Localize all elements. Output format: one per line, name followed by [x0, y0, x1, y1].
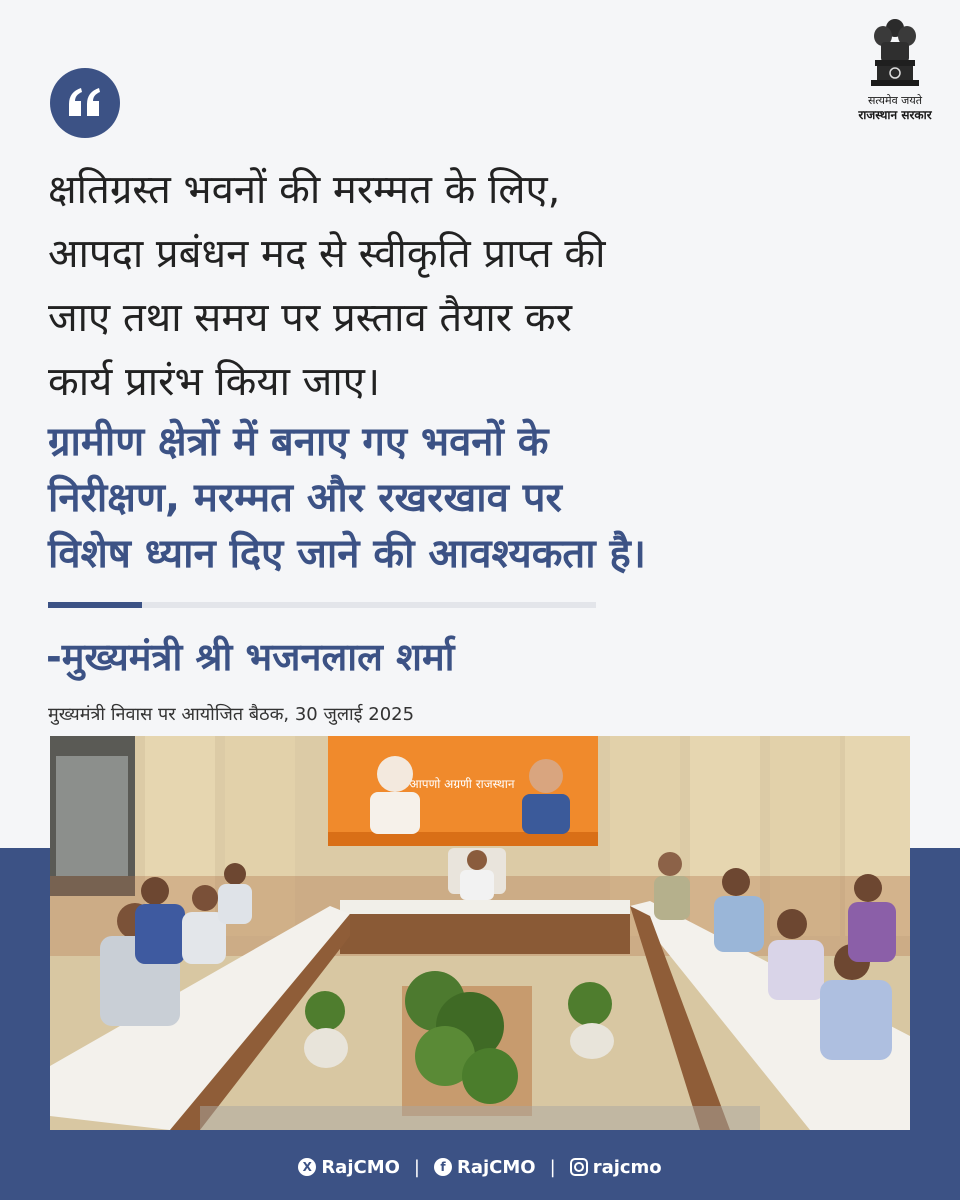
emblem-government-name: राजस्थान सरकार: [858, 108, 932, 122]
social-handle: RajCMO: [321, 1156, 400, 1178]
highlight-line: विशेष ध्यान दिए जाने की आवश्यकता है।: [48, 531, 646, 577]
photo-caption: मुख्यमंत्री निवास पर आयोजित बैठक, 30 जुलाई 2025: [48, 704, 415, 725]
highlight-line: ग्रामीण क्षेत्रों में बनाए गए भवनों के: [48, 419, 549, 465]
quote-line: क्षतिग्रस्त भवनों की मरम्मत के लिए,: [48, 167, 561, 213]
quote-glyph: [65, 86, 105, 120]
x-icon: X: [298, 1158, 316, 1176]
quote-line: जाए तथा समय पर प्रस्ताव तैयार कर: [48, 295, 572, 341]
quote-mark-icon: [50, 68, 120, 138]
quote-author: -मुख्यमंत्री श्री भजनलाल शर्मा: [46, 635, 455, 679]
lion-capital-icon: [867, 14, 923, 92]
meeting-room-illustration: [50, 736, 910, 1130]
meeting-photo: [50, 736, 910, 1130]
instagram-icon: [570, 1158, 588, 1176]
quote-line: आपदा प्रबंधन मद से स्वीकृति प्राप्त की: [48, 231, 606, 277]
social-link-x[interactable]: [298, 1157, 400, 1178]
highlight-line: निरीक्षण, मरम्मत और रखरखाव पर: [48, 475, 562, 521]
emblem-motto: सत्यमेव जयते: [867, 94, 922, 107]
screen-banner-text: आपणो अग्रणी राजस्थान: [409, 777, 515, 791]
separator: |: [549, 1156, 556, 1178]
quote-highlight: [48, 414, 908, 582]
social-handle: rajcmo: [592, 1156, 662, 1178]
social-link-instagram[interactable]: [570, 1157, 662, 1178]
divider-accent: [48, 602, 142, 608]
separator: |: [413, 1156, 420, 1178]
facebook-icon: f: [434, 1158, 452, 1176]
quote-line: कार्य प्रारंभ किया जाए।: [48, 359, 380, 405]
social-footer: [0, 1150, 960, 1184]
quote-text: [48, 158, 848, 414]
social-link-facebook[interactable]: [434, 1157, 536, 1178]
state-emblem: [845, 14, 945, 134]
social-handle: RajCMO: [457, 1156, 536, 1178]
